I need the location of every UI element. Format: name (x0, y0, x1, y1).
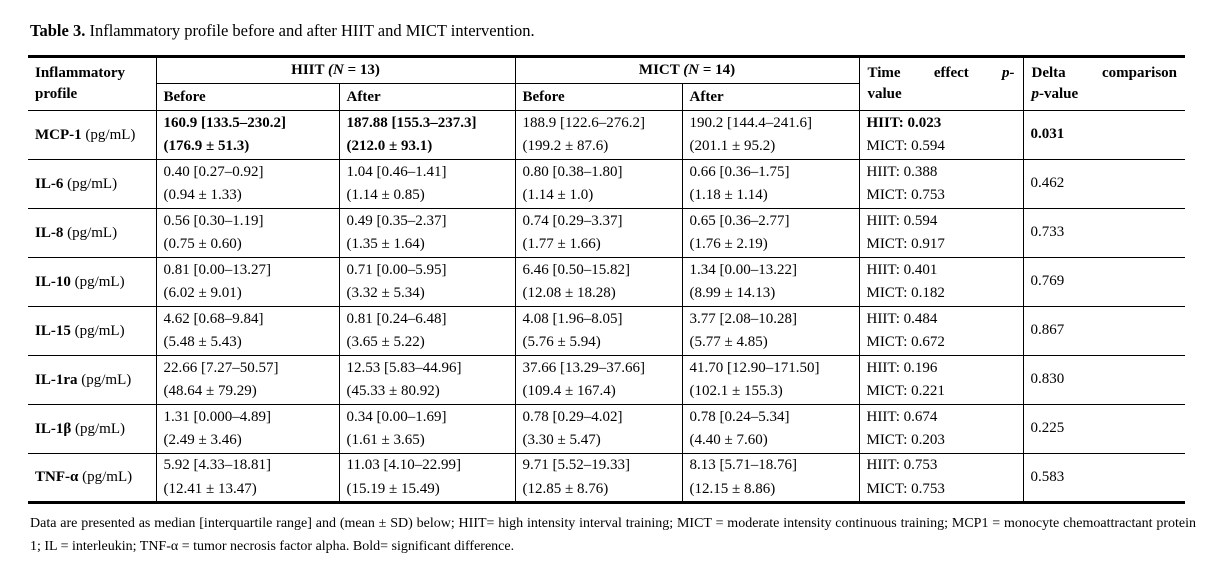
cell-time-effect (859, 307, 1023, 356)
table-caption-text: Inflammatory profile before and after HIIT and MICT intervention. (85, 21, 535, 40)
delta-line2 (1032, 84, 1178, 105)
mean-sd: (102.1 ± 155.3) (689, 383, 783, 399)
median-iqr: 8.13 [5.71–18.76] (689, 457, 798, 473)
delta-p-value: 0.769 (1030, 273, 1065, 290)
median-iqr: 0.78 [0.24–5.34] (689, 408, 790, 425)
marker-unit: (pg/mL) (63, 175, 118, 192)
row-label (28, 111, 156, 160)
table-header (28, 57, 1185, 111)
cell-delta-p-value (1023, 405, 1185, 454)
marker-name: MCP-1 (35, 126, 82, 143)
table-row (28, 258, 1185, 307)
p-letter: p (1031, 86, 1040, 102)
mean-sd: (6.02 ± 9.01) (163, 285, 242, 301)
median-iqr: 160.9 [133.5–230.2] (163, 114, 286, 131)
median-iqr: 41.70 [12.90–171.50] (689, 359, 820, 376)
median-iqr: 187.88 [155.3–237.3] (346, 114, 477, 131)
time-effect-mict: MICT: 0.182 (866, 285, 945, 301)
time-effect-hiit: HIIT: 0.594 (866, 212, 938, 229)
mean-sd: (3.30 ± 5.47) (522, 432, 601, 448)
col-hiit-before: Before (156, 84, 339, 111)
mean-sd: (15.19 ± 15.49) (346, 480, 440, 497)
time-effect-mict: MICT: 0.672 (866, 334, 945, 350)
cell-delta-p-value (1023, 454, 1185, 503)
cell-hiit-after (339, 160, 515, 209)
marker-unit: (pg/mL) (78, 469, 133, 485)
marker-unit: (pg/mL) (77, 371, 132, 388)
col-hiit-after: After (339, 84, 515, 111)
median-iqr: 0.71 [0.00–5.95] (346, 261, 447, 278)
mean-sd: (199.2 ± 87.6) (522, 138, 609, 154)
cell-delta-p-value (1023, 209, 1185, 258)
median-iqr: 0.80 [0.38–1.80] (522, 163, 623, 180)
median-iqr: 0.40 [0.27–0.92] (163, 163, 264, 180)
mean-sd: (1.14 ± 0.85) (346, 187, 425, 203)
time-word: Time (867, 65, 901, 81)
marker-unit: (pg/mL) (70, 273, 125, 290)
cell-time-effect (859, 209, 1023, 258)
median-iqr: 1.04 [0.46–1.41] (346, 163, 447, 180)
cell-mict-after (682, 209, 859, 258)
row-label (28, 454, 156, 503)
time-effect-line2: value (867, 86, 902, 102)
marker-name: IL-1ra (35, 371, 78, 388)
cell-hiit-before (156, 307, 339, 356)
delta-p-value: 0.867 (1030, 322, 1065, 339)
mean-sd: (1.35 ± 1.64) (346, 236, 425, 252)
time-effect-mict: MICT: 0.917 (866, 236, 945, 252)
cell-mict-before (515, 454, 682, 503)
marker-unit: (pg/mL) (71, 420, 125, 437)
table-row (28, 209, 1185, 258)
median-iqr: 190.2 [144.4–241.6] (689, 114, 813, 131)
cell-delta-p-value (1023, 356, 1185, 405)
mict-group-label: MICT (638, 62, 684, 78)
cell-mict-after (682, 405, 859, 454)
cell-time-effect (859, 454, 1023, 503)
mean-sd: (2.49 ± 3.46) (163, 432, 242, 448)
cell-mict-before (515, 258, 682, 307)
cell-hiit-before (156, 356, 339, 405)
hiit-group-n: (N (327, 62, 344, 78)
mean-sd: (4.40 ± 7.60) (689, 432, 768, 448)
cell-mict-after (682, 356, 859, 405)
mean-sd: (3.32 ± 5.34) (346, 285, 425, 301)
cell-mict-after (682, 258, 859, 307)
row-label (28, 160, 156, 209)
median-iqr: 22.66 [7.27–50.57] (163, 359, 279, 376)
median-iqr: 188.9 [122.6–276.2] (522, 114, 646, 131)
cell-mict-before (515, 405, 682, 454)
marker-name: IL-10 (35, 273, 71, 290)
time-effect-mict: MICT: 0.753 (866, 187, 945, 203)
cell-hiit-after (339, 405, 515, 454)
mean-sd: (3.65 ± 5.22) (346, 334, 425, 350)
table-row (28, 356, 1185, 405)
mean-sd: (1.18 ± 1.14) (689, 187, 768, 203)
median-iqr: 0.65 [0.36–2.77] (689, 212, 790, 229)
cell-delta-p-value (1023, 307, 1185, 356)
time-effect-hiit: HIIT: 0.023 (866, 114, 942, 131)
mean-sd: (0.94 ± 1.33) (163, 187, 242, 203)
mean-sd: (48.64 ± 79.29) (163, 383, 257, 399)
cell-delta-p-value (1023, 111, 1185, 160)
inflammatory-profile-table (28, 55, 1185, 504)
mean-sd: (5.77 ± 4.85) (689, 334, 768, 350)
cell-hiit-after (339, 209, 515, 258)
time-effect-hiit: HIIT: 0.484 (866, 310, 938, 327)
median-iqr: 6.46 [0.50–15.82] (522, 261, 631, 278)
mean-sd: (1.77 ± 1.66) (522, 236, 601, 252)
median-iqr: 0.34 [0.00–1.69] (346, 408, 447, 425)
col-mict-before: Before (515, 84, 682, 111)
cell-delta-p-value (1023, 160, 1185, 209)
delta-p-value: 0.031 (1030, 126, 1065, 143)
median-iqr: 4.08 [1.96–8.05] (522, 310, 623, 327)
cell-hiit-after (339, 307, 515, 356)
median-iqr: 5.92 [4.33–18.81] (163, 457, 271, 473)
cell-hiit-after (339, 258, 515, 307)
cell-mict-after (682, 307, 859, 356)
table-row (28, 111, 1185, 160)
cell-mict-before (515, 209, 682, 258)
median-iqr: 12.53 [5.83–44.96] (346, 359, 462, 376)
mean-sd: (201.1 ± 95.2) (689, 138, 776, 154)
table-row (28, 160, 1185, 209)
delta-p-value: 0.583 (1030, 468, 1065, 485)
mean-sd: (45.33 ± 80.92) (346, 383, 440, 399)
table-row (28, 405, 1185, 454)
cell-hiit-before (156, 209, 339, 258)
cell-mict-after (682, 454, 859, 503)
cell-mict-after (682, 160, 859, 209)
marker-unit: (pg/mL) (70, 322, 125, 339)
mean-sd: (1.14 ± 1.0) (522, 187, 594, 203)
col-group-hiit (156, 57, 515, 84)
mean-sd: (12.85 ± 8.76) (522, 480, 609, 497)
time-effect-hiit: HIIT: 0.388 (866, 163, 938, 180)
cell-hiit-after (339, 111, 515, 160)
table-footnote: Data are presented as median [interquartile range] and (mean ± SD) below; HIIT= high intensity interval training; MICT = moderate intensity continuous training; MCP1 = monocyte chemoattractant protein 1; IL = interleukin; TNF-α = tumor necrosis factor alpha. Bold= significant difference. (30, 516, 1196, 554)
marker-name: TNF-α (35, 469, 79, 485)
time-effect-mict: MICT: 0.221 (866, 383, 945, 399)
value-word: -value (1039, 86, 1079, 102)
median-iqr: 37.66 [13.29–37.66] (522, 359, 646, 376)
table-caption (30, 20, 1196, 42)
time-effect-hiit: HIIT: 0.753 (866, 457, 938, 473)
time-effect-hiit: HIIT: 0.401 (866, 261, 938, 278)
time-effect-hiit: HIIT: 0.674 (866, 408, 938, 425)
delta-p-value: 0.830 (1030, 371, 1065, 388)
mean-sd: (0.75 ± 0.60) (163, 236, 242, 252)
mean-sd: (5.76 ± 5.94) (522, 334, 601, 350)
marker-name: IL-15 (35, 322, 71, 339)
row-label (28, 307, 156, 356)
cell-hiit-before (156, 111, 339, 160)
cell-delta-p-value (1023, 258, 1185, 307)
cell-hiit-before (156, 405, 339, 454)
marker-unit: (pg/mL) (63, 224, 118, 241)
median-iqr: 4.62 [0.68–9.84] (163, 310, 264, 327)
comparison-word: comparison (1102, 65, 1178, 81)
col-mict-after: After (682, 84, 859, 111)
median-iqr: 3.77 [2.08–10.28] (689, 310, 798, 327)
marker-name: IL-6 (35, 175, 64, 192)
delta-p-value: 0.462 (1030, 175, 1065, 192)
table-row (28, 454, 1185, 503)
cell-mict-before (515, 111, 682, 160)
cell-mict-before (515, 307, 682, 356)
table-row (28, 307, 1185, 356)
mict-group-n: (N (683, 62, 700, 78)
hiit-group-n-value: = 13) (343, 62, 380, 78)
time-effect-line1 (868, 63, 1015, 84)
p-word: p- (1002, 65, 1015, 81)
row-label (28, 405, 156, 454)
cell-time-effect (859, 111, 1023, 160)
table-body (28, 111, 1185, 503)
median-iqr: 0.66 [0.36–1.75] (689, 163, 790, 180)
mean-sd: (1.76 ± 2.19) (689, 236, 768, 252)
delta-p-value: 0.225 (1030, 420, 1065, 437)
col-time-effect-p-value (859, 57, 1023, 111)
delta-word: Delta (1031, 65, 1066, 81)
marker-name: IL-8 (35, 224, 64, 241)
cell-time-effect (859, 405, 1023, 454)
cell-time-effect (859, 258, 1023, 307)
median-iqr: 1.34 [0.00–13.22] (689, 261, 798, 278)
effect-word: effect (933, 65, 969, 81)
mean-sd: (12.41 ± 13.47) (163, 480, 257, 497)
median-iqr: 0.56 [0.30–1.19] (163, 212, 264, 229)
cell-mict-before (515, 356, 682, 405)
cell-time-effect (859, 356, 1023, 405)
median-iqr: 9.71 [5.52–19.33] (522, 457, 631, 473)
cell-hiit-after (339, 356, 515, 405)
median-iqr: 0.81 [0.24–6.48] (346, 310, 447, 327)
mean-sd: (212.0 ± 93.1) (346, 138, 433, 154)
cell-hiit-before (156, 454, 339, 503)
row-label (28, 356, 156, 405)
mean-sd: (109.4 ± 167.4) (522, 383, 616, 399)
time-effect-mict: MICT: 0.203 (866, 432, 945, 448)
median-iqr: 0.81 [0.00–13.27] (163, 261, 271, 278)
mean-sd: (1.61 ± 3.65) (346, 432, 425, 448)
time-effect-hiit: HIIT: 0.196 (866, 359, 938, 376)
mean-sd: (12.08 ± 18.28) (522, 285, 616, 301)
time-effect-mict: MICT: 0.753 (866, 480, 945, 497)
marker-unit: (pg/mL) (81, 126, 136, 143)
col-delta-comparison-p-value (1023, 57, 1185, 111)
cell-hiit-before (156, 258, 339, 307)
cell-time-effect (859, 160, 1023, 209)
cell-mict-after (682, 111, 859, 160)
marker-name: IL-1β (35, 420, 72, 437)
median-iqr: 1.31 [0.000–4.89] (163, 408, 271, 425)
delta-p-value: 0.733 (1030, 224, 1065, 241)
median-iqr: 0.74 [0.29–3.37] (522, 212, 623, 229)
cell-hiit-before (156, 160, 339, 209)
mean-sd: (8.99 ± 14.13) (689, 285, 776, 301)
mean-sd: (5.48 ± 5.43) (163, 334, 242, 350)
row-label (28, 258, 156, 307)
mean-sd: (12.15 ± 8.86) (689, 480, 776, 497)
median-iqr: 0.78 [0.29–4.02] (522, 408, 623, 425)
mean-sd: (176.9 ± 51.3) (163, 138, 250, 154)
median-iqr: 11.03 [4.10–22.99] (346, 457, 461, 473)
mict-group-n-value: = 14) (699, 62, 736, 78)
hiit-group-label: HIIT (291, 62, 328, 78)
cell-hiit-after (339, 454, 515, 503)
cell-mict-before (515, 160, 682, 209)
time-effect-mict: MICT: 0.594 (866, 138, 945, 154)
delta-line1 (1032, 63, 1178, 84)
row-label (28, 209, 156, 258)
col-group-mict (515, 57, 859, 84)
table-caption-label: Table 3. (30, 21, 86, 40)
col-inflammatory-profile: Inflammatory profile (28, 57, 156, 111)
median-iqr: 0.49 [0.35–2.37] (346, 212, 447, 229)
